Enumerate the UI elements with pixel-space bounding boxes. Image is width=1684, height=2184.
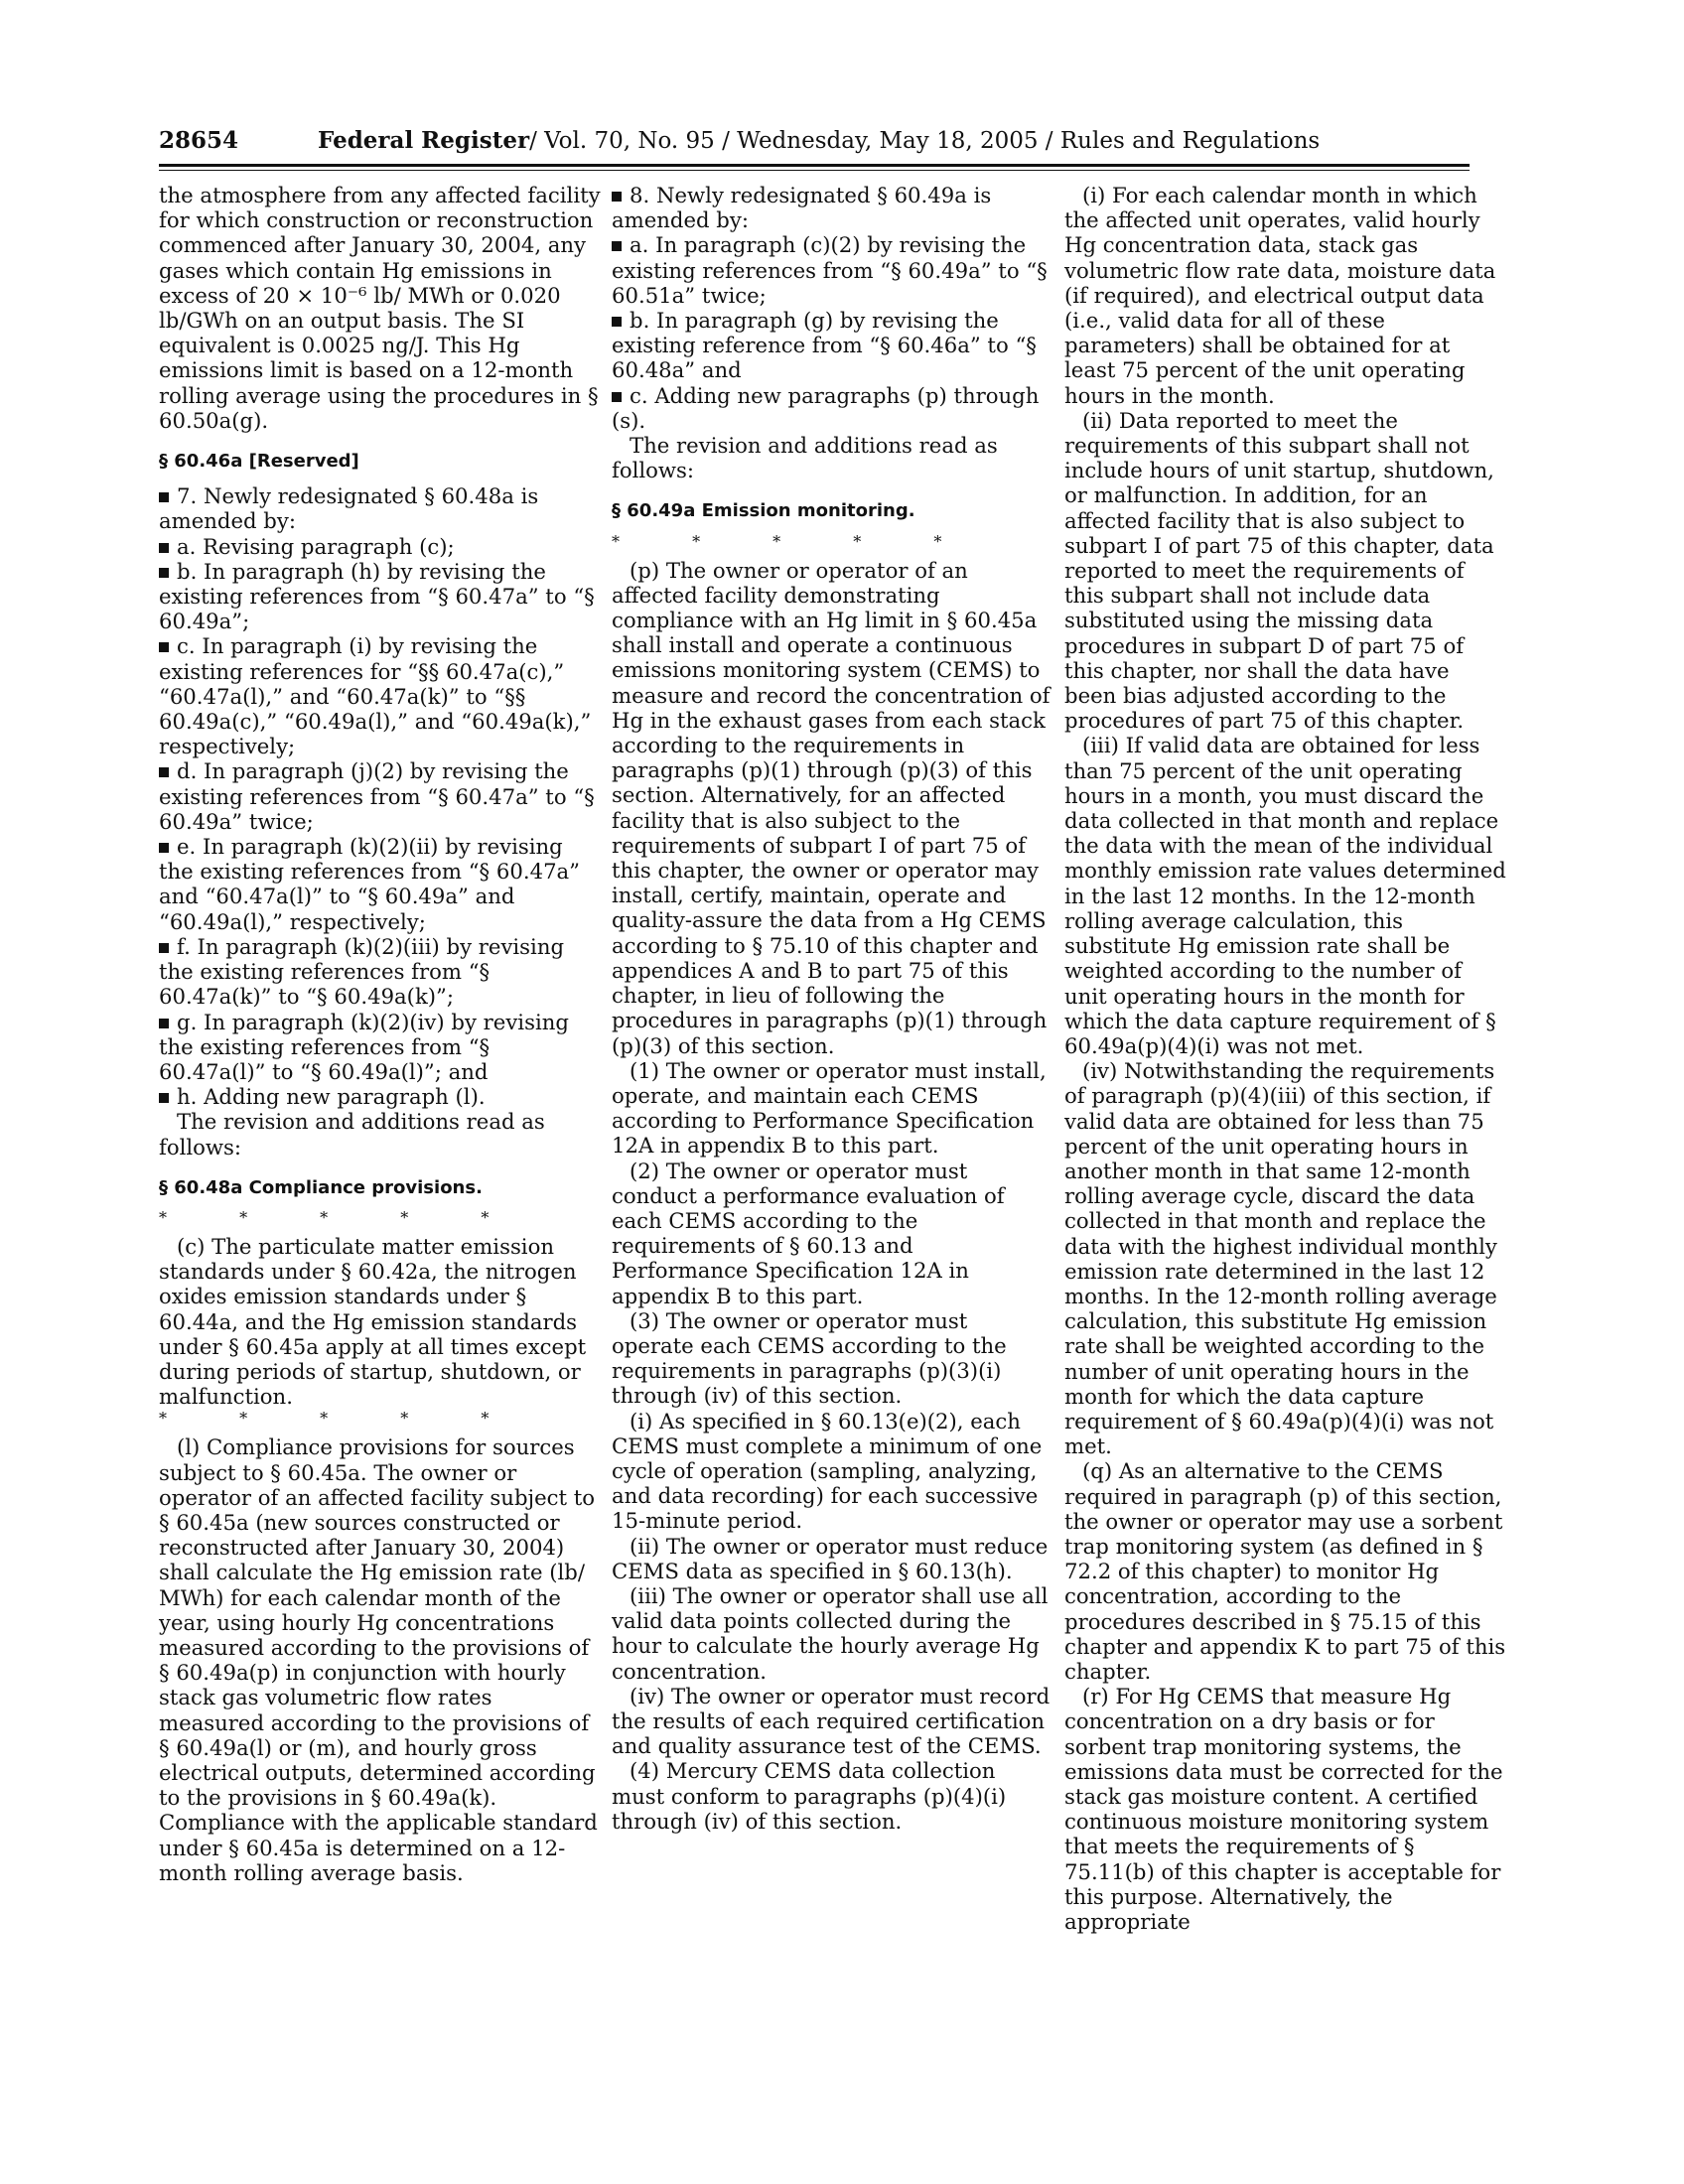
section-heading: § 60.48a Compliance provisions. — [159, 1176, 483, 1198]
paragraph: (1) The owner or operator must install, operate, and maintain each CEMS according to Performance Specification 12A in appendix B to this part. — [612, 1057, 1047, 1159]
paragraph: (p) The owner or operator of an affected facility demonstrating compliance with an Hg limit in § 60.45a shall install and operate a continuous emissions monitoring system (CEMS) to measure and record the concentration of Hg in the exhaust gases from each stack according to the requirements in paragraphs (p)(1) through (p)(3) of this section. Alternatively, for an affected facility that is also subject to the requirements of subpart I of part 75 of this chapter, the owner or operator may install, certify, maintain, operate and quality-assure the data from a Hg CEMS according to § 75.10 of this chapter and appendices A and B to part 75 of this chapter, in lieu of following the procedures in paragraphs (p)(1) through (p)(3) of this section. — [612, 557, 1051, 1058]
column-2 — [612, 183, 1054, 1834]
paragraph: (iv) The owner or operator must record the results of each required certification and quality assurance test of the CEMS. — [612, 1683, 1051, 1759]
paragraph: (r) For Hg CEMS that measure Hg concentration on a dry basis or for sorbent trap monitoring systems, the emissions data must be corrected for the stack gas moisture content. A certified continuous moisture monitoring system that meets the requirements of § 75.11(b) of this chapter is acceptable for this purpose. Alternatively, the appropriate — [1064, 1684, 1503, 1935]
amendment-item: e. In paragraph (k)(2)(ii) by revising the existing references from “§ 60.47a” and “60.47a(l)” to “§ 60.49a” and “60.49a(l),” respectively; — [159, 834, 581, 934]
amendment-item: b. In paragraph (h) by revising the existing references from “§ 60.47a” to “§ 60.49a”; — [159, 558, 595, 634]
ellipsis-stars: * * * * * — [159, 1409, 523, 1429]
paragraph: (i) For each calendar month in which the affected unit operates, valid hourly Hg concentration data, stack gas volumetric flow rate data, moisture data (if required), and electrical output data (i.e., valid data for all of these parameters) shall be obtained for at least 75 percent of the unit operating hours in the month. — [1064, 183, 1496, 408]
column-1 — [159, 183, 602, 1885]
bullet-icon — [159, 943, 169, 953]
ellipsis-stars: * * * * * — [612, 531, 976, 551]
paragraph: (c) The particulate matter emission standards under § 60.42a, the nitrogen oxides emission standards under § 60.44a, and the Hg emission standards under § 60.45a apply at all times except during periods of startup, shutdown, or malfunction. — [159, 1233, 587, 1410]
bullet-icon — [612, 192, 622, 202]
bullet-icon — [159, 543, 169, 553]
amendment-item: h. Adding new paragraph (l). — [159, 1084, 602, 1109]
paragraph: (4) Mercury CEMS data collection must conform to paragraphs (p)(4)(i) through (iv) of this section. — [612, 1758, 1007, 1834]
bullet-icon — [612, 241, 622, 251]
bullet-icon — [159, 642, 169, 652]
paragraph: the atmosphere from any affected facility for which construction or reconstruction commenced after January 30, 2004, any gases which contain Hg emissions in excess of 20 × 10⁻⁶ lb/ MWh or 0.020 lb/GWh on an output basis. The SI equivalent is 0.0025 ng/J. This Hg emissions limit is based on a 12-month rolling average using the procedures in § 60.50a(g). — [159, 183, 601, 433]
publication-name: Federal Register — [318, 127, 530, 154]
paragraph: (iii) If valid data are obtained for less than 75 percent of the unit operating hours in a month, you must discard the data collected in that month and replace the data with the mean of the individual monthly emission rate values determined in the last 12 months. In the 12-month rolling average calculation, this substitute Hg emission rate shall be weighted according to the number of unit operating hours in the month for which the data capture requirement of § 60.49a(p)(4)(i) was not met. — [1064, 733, 1506, 1058]
bullet-icon — [612, 317, 622, 327]
amendment-item: 7. Newly redesignated § 60.48a is amended by: — [159, 483, 539, 534]
amendment-item: a. Revising paragraph (c); — [159, 534, 602, 559]
paragraph: (ii) Data reported to meet the requirements of this subpart shall not include hours of unit startup, shutdown, or malfunction. In addition, for an affected facility that is also subject to subpart I of part 75 of this chapter, data reported to meet the requirements of this subpart shall not include data substituted using the missing data procedures in subpart D of part 75 of this chapter, nor shall the data have been bias adjusted according to the procedures of part 75 of this chapter. — [1064, 407, 1494, 734]
header-rule — [159, 164, 1470, 167]
issue-info: / Vol. 70, No. 95 / Wednesday, May 18, 2005 / Rules and Regulations — [529, 128, 1321, 154]
bullet-icon — [159, 1093, 169, 1103]
paragraph: The revision and additions read as follows: — [159, 1109, 545, 1160]
page-header — [159, 121, 1470, 161]
amendment-item: c. In paragraph (i) by revising the existing references for “§§ 60.47a(c),” “60.47a(l),” and “60.47a(k)” to “§§ 60.49a(c),” “60.49a(l),” and “60.49a(k),” respectively; — [159, 633, 592, 759]
paragraph: (l) Compliance provisions for sources subject to § 60.45a. The owner or operator of an affected facility subject to § 60.45a (new sources constructed or reconstructed after January 30, 2004) shall calculate the Hg emission rate (lb/ MWh) for each calendar month of the year, using hourly Hg concentrations measured according to the provisions of § 60.49a(p) in conjunction with hourly stack gas volumetric flow rates measured according to the provisions of § 60.49a(l) or (m), and hourly gross electrical outputs, determined according to the provisions in § 60.49a(k). Compliance with the applicable standard under § 60.45a is determined on a 12-month rolling average basis. — [159, 1434, 598, 1885]
amendment-item: a. In paragraph (c)(2) by revising the existing references from “§ 60.49a” to “§ 60.51a” twice; — [612, 232, 1048, 308]
bullet-icon — [159, 767, 169, 777]
paragraph: (q) As an alternative to the CEMS required in paragraph (p) of this section, the owner or operator may use a sorbent trap monitoring system (as defined in § 72.2 of this chapter) to monitor Hg concentration, according to the procedures described in § 75.15 of this chapter and appendix K to part 75 of this chapter. — [1064, 1458, 1506, 1684]
amendment-item: b. In paragraph (g) by revising the existing reference from “§ 60.46a” to “§ 60.48a” and — [612, 308, 1037, 383]
bullet-icon — [612, 392, 622, 402]
header-rule-thin — [159, 170, 1470, 171]
paragraph: The revision and additions read as follows: — [612, 433, 998, 483]
bullet-icon — [159, 568, 169, 578]
column-3 — [1064, 183, 1507, 1934]
amendment-item: g. In paragraph (k)(2)(iv) by revising the existing references from “§ 60.47a(l)” to “§ 60.49a(l)”; and — [159, 1009, 569, 1084]
section-heading: § 60.46a [Reserved] — [159, 451, 359, 473]
section-heading: § 60.49a Emission monitoring. — [612, 500, 915, 522]
amendment-item: f. In paragraph (k)(2)(iii) by revising the existing references from “§ 60.47a(k)” to “§ 60.49a(k)”; — [159, 933, 565, 1010]
paragraph: (iv) Notwithstanding the requirements of paragraph (p)(4)(iii) of this section, if valid data are obtained for less than 75 percent of the unit operating hours in another month in that same 12-month rolling average cycle, discard the data collected in that month and replace the data with the highest individual monthly emission rate determined in the last 12 months. In the 12-month rolling average calculation, this substitute Hg emission rate shall be weighted according to the number of unit operating hours in the month for which the data capture requirement of § 60.49a(p)(4)(i) was not met. — [1064, 1058, 1497, 1459]
paragraph: (ii) The owner or operator must reduce CEMS data as specified in § 60.13(h). — [612, 1533, 1049, 1583]
amendment-item: d. In paragraph (j)(2) by revising the existing references from “§ 60.47a” to “§ 60.49a” twice; — [159, 758, 595, 834]
running-head — [318, 127, 1320, 154]
bullet-icon — [159, 843, 169, 853]
paragraph: (3) The owner or operator must operate each CEMS according to the requirements in paragraphs (p)(3)(i) through (iv) of this section. — [612, 1307, 1007, 1409]
bullet-icon — [159, 492, 169, 502]
paragraph: (i) As specified in § 60.13(e)(2), each CEMS must complete a minimum of one cycle of operation (sampling, analyzing, and data recording) for each successive 15-minute period. — [612, 1408, 1043, 1534]
amendment-item: 8. Newly redesignated § 60.49a is amended by: — [612, 183, 992, 233]
amendment-item: c. Adding new paragraphs (p) through (s). — [612, 382, 1040, 433]
ellipsis-stars: * * * * * — [159, 1207, 523, 1227]
paragraph: (iii) The owner or operator shall use all valid data points collected during the hour to calculate the hourly average Hg concentration. — [612, 1582, 1049, 1684]
paragraph: (2) The owner or operator must conduct a performance evaluation of each CEMS according to the requirements of § 60.13 and Performance Specification 12A in appendix B to this part. — [612, 1158, 1005, 1308]
bullet-icon — [159, 1019, 169, 1028]
page-number: 28654 — [159, 127, 239, 154]
